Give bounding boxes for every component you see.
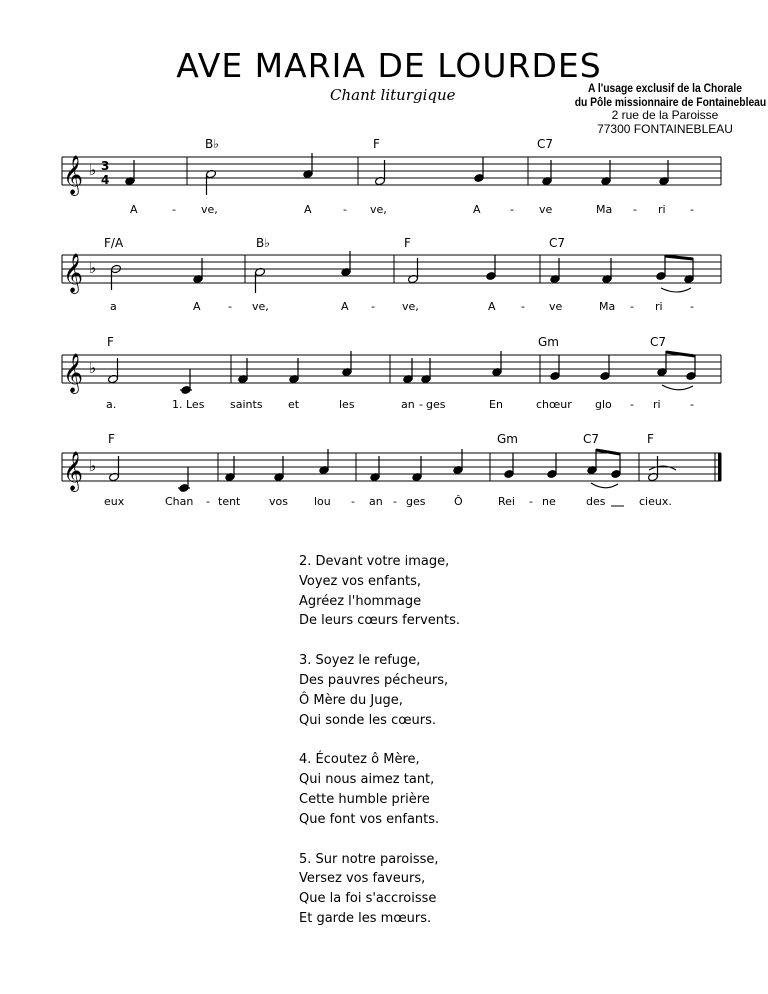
verse-line: Qui sonde les cœurs. (299, 712, 437, 728)
verse-line: Qui nous aimez tant, (299, 772, 435, 788)
lyric-syllable: A (304, 203, 312, 216)
chord: Gm (538, 335, 559, 349)
staff-system-2 (62, 236, 721, 313)
lyric-syllable: - (419, 398, 423, 411)
chord: B♭ (256, 236, 270, 250)
lyric-syllable: a. (106, 398, 117, 411)
verse-line: Cette humble prière (299, 791, 430, 807)
lyric-syllable: - (351, 495, 355, 508)
lyric-syllable: - (510, 203, 514, 216)
lyric-syllable: lou (314, 495, 331, 508)
treble-clef-icon: 𝄞 (63, 451, 84, 491)
chord: F (108, 432, 115, 446)
chord: B♭ (205, 137, 219, 151)
lyric-syllable: glo (595, 398, 612, 411)
verse-3 (299, 651, 460, 730)
lyric-syllable: - (521, 300, 525, 313)
lyric-syllable: chœur (536, 398, 572, 411)
lyric-syllable: an (401, 398, 415, 411)
lyric-syllable: - (206, 495, 210, 508)
lyric-syllable: a (110, 300, 117, 313)
lyric-syllable: A (193, 300, 201, 313)
lyric-syllable: - (343, 203, 347, 216)
lyric-syllable: an (369, 495, 383, 508)
lyric-syllable: - (529, 495, 533, 508)
lyric-syllable: ve, (402, 300, 419, 313)
verse-line: 5. Sur notre paroisse, (299, 851, 439, 867)
notice-line-2: du Pôle missionnaire de Fontainebleau (574, 94, 767, 109)
lyric-syllable: - (690, 300, 694, 313)
verse-line: 2. Devant votre image, (299, 554, 450, 569)
verse-line: Des pauvres pécheurs, (299, 672, 449, 688)
treble-clef-icon: 𝄞 (63, 155, 84, 195)
verse-2 (299, 552, 460, 631)
final-barline (718, 453, 722, 481)
lyric-syllable: ri (658, 203, 666, 216)
lyric-syllable: ve (539, 203, 553, 216)
lyric-syllable: Rei (498, 495, 515, 508)
lyric-syllable: ve, (201, 203, 218, 216)
treble-clef-icon: 𝄞 (63, 253, 84, 293)
time-signature-bottom: 4 (101, 173, 110, 187)
chord: F (107, 335, 114, 349)
chord: C7 (583, 432, 600, 446)
staff-system-1 (62, 137, 721, 216)
slur (662, 385, 693, 390)
lyric-syllable: cieux. (639, 495, 672, 508)
lyric-syllable: 1. Les (172, 398, 205, 411)
notice-line-4: 77300 FONTAINEBLEAU (597, 121, 733, 136)
lyric-syllable: ve, (370, 203, 387, 216)
lyric-syllable: En (489, 398, 503, 411)
verse-line: Ô Mère du Juge, (299, 692, 403, 708)
lyric-syllable: ne (542, 495, 556, 508)
chord: F/A (104, 236, 124, 250)
chord: C7 (537, 137, 554, 151)
flat-icon: ♭ (89, 259, 97, 277)
lyric-syllable: tent (218, 495, 241, 508)
staff-system-3 (62, 335, 721, 411)
lyric-syllable: ges (426, 398, 446, 411)
lyric-syllable: ri (653, 398, 661, 411)
subtitle: Chant liturgique (330, 86, 456, 104)
lyric-syllable: les (339, 398, 355, 411)
lyric-syllable: eux (104, 495, 125, 508)
lyric-syllable: A (488, 300, 496, 313)
lyric-syllable: - (172, 203, 176, 216)
lyric-syllable: - (393, 495, 397, 508)
staff-system-4 (62, 432, 722, 508)
lyric-syllable: ve, (252, 300, 269, 313)
verse-line: Agréez l'hommage (299, 593, 422, 609)
verses (299, 552, 460, 949)
verse-line: Que la foi s'accroisse (299, 891, 437, 907)
lyric-syllable: Ma (596, 203, 613, 216)
treble-clef-icon: 𝄞 (63, 353, 84, 393)
chord: C7 (549, 236, 566, 250)
flat-icon: ♭ (89, 161, 97, 179)
chord: F (404, 236, 411, 250)
beam (665, 256, 693, 259)
page-title: AVE MARIA DE LOURDES (176, 46, 602, 85)
lyric-syllable: des (586, 495, 606, 508)
lyric-syllable: - (690, 398, 694, 411)
verse-4 (299, 750, 460, 829)
lyric-syllable: ges (406, 495, 426, 508)
verse-line: De leurs cœurs fervents. (299, 613, 461, 629)
lyric-syllable: Ô (454, 495, 463, 508)
lyric-syllable: ri (655, 300, 663, 313)
lyric-syllable: Ma (599, 300, 616, 313)
verse-line: Et garde les mœurs. (299, 910, 432, 926)
lyric-syllable: - (630, 300, 634, 313)
lyric-syllable: A (473, 203, 481, 216)
lyric-syllable: - (633, 203, 637, 216)
lyric-syllable: - (228, 300, 232, 313)
flat-icon: ♭ (89, 359, 97, 377)
lyric-syllable: ve (549, 300, 563, 313)
slur (661, 288, 691, 292)
lyric-syllable: A (341, 300, 349, 313)
verse-line: Voyez vos enfants, (299, 573, 422, 589)
chord: Gm (497, 432, 518, 446)
lyric-syllable: Chan (165, 495, 194, 508)
chord: F (647, 432, 654, 446)
verse-line: 3. Soyez le refuge, (299, 653, 421, 669)
verse-line: Que font vos enfants. (299, 811, 440, 827)
time-signature-top: 3 (101, 159, 110, 173)
lyric-syllable: saints (230, 398, 263, 411)
lyric-syllable: - (371, 300, 375, 313)
verse-5 (299, 850, 460, 929)
chord: F (373, 137, 380, 151)
verse-line: 4. Écoutez ô Mère, (299, 752, 420, 768)
notice-line-3: 2 rue de la Paroisse (611, 108, 719, 122)
verse-line: Versez vos faveurs, (299, 871, 426, 887)
lyric-syllable: - (690, 203, 694, 216)
slur (591, 483, 618, 488)
chord: C7 (650, 335, 667, 349)
notice-line-1: A l'usage exclusif de la Chorale (587, 81, 743, 95)
lyric-syllable: vos (269, 495, 288, 508)
lyric-syllable: A (130, 203, 138, 216)
lyric-syllable: et (288, 398, 300, 411)
lyric-syllable: - (630, 398, 634, 411)
flat-icon: ♭ (89, 457, 97, 475)
